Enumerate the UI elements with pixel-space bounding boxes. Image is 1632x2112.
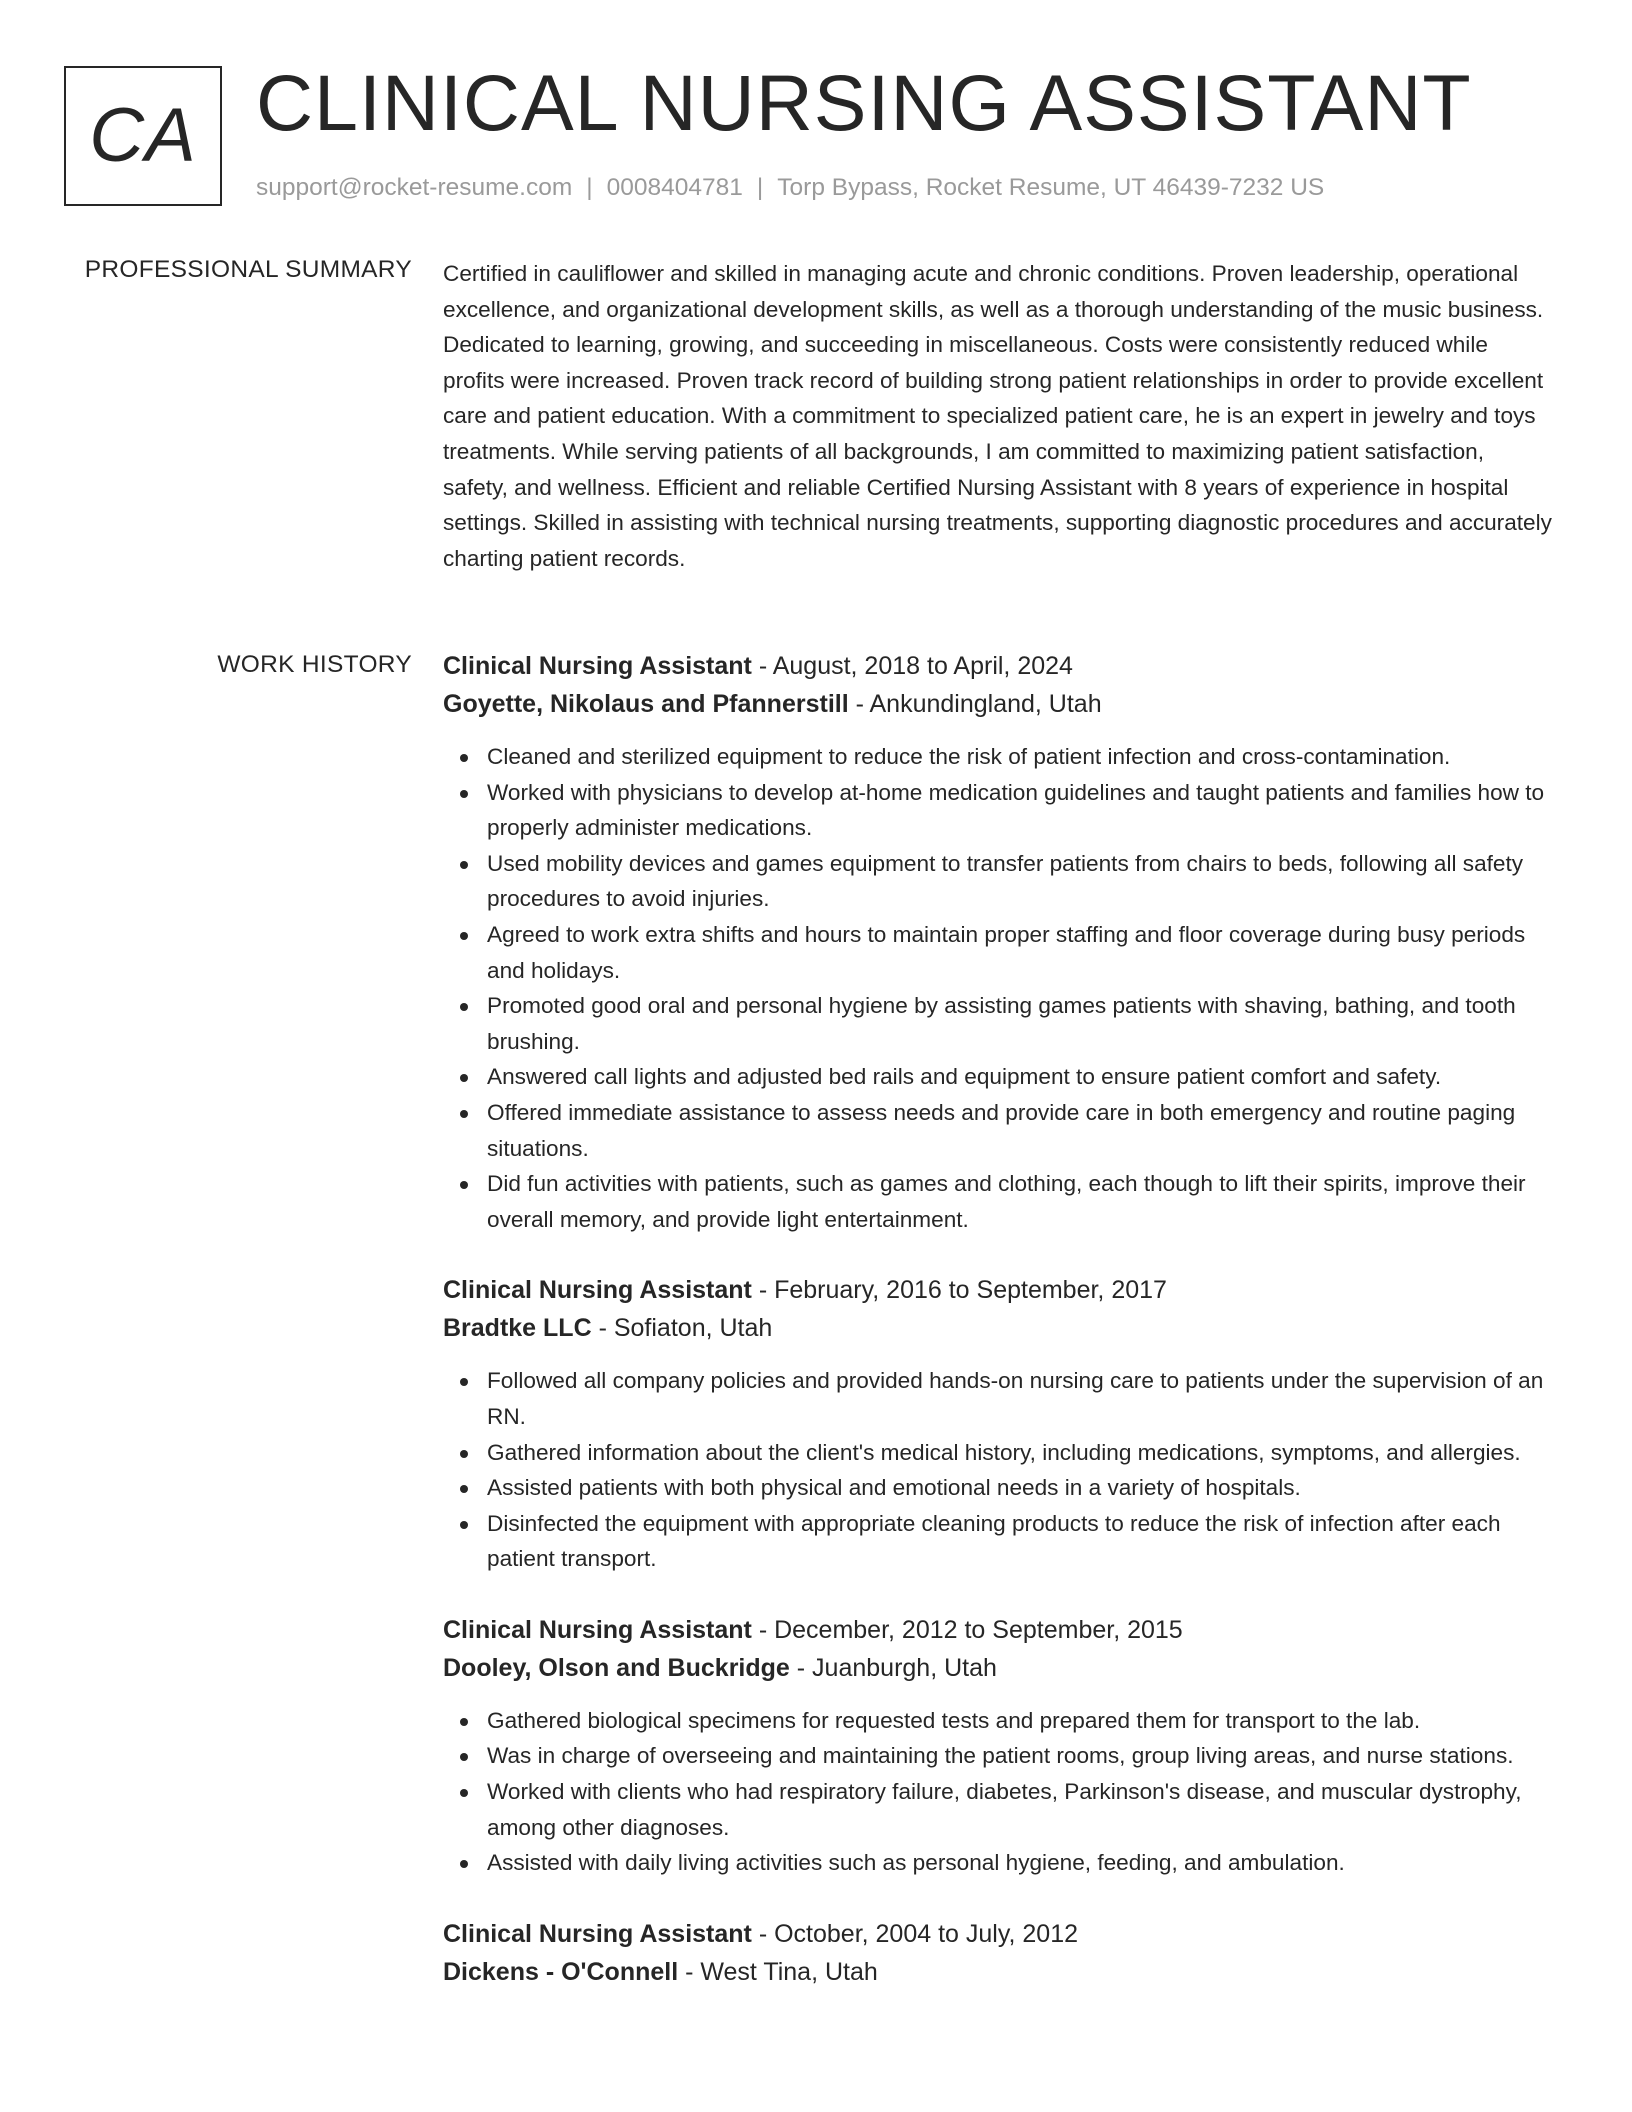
job-bullet: Followed all company policies and provided hands-on nursing care to patients under the supervision of an RN. [487, 1363, 1553, 1434]
job-bullet: Promoted good oral and personal hygiene by assisting games patients with shaving, bathing, and tooth brushing. [487, 988, 1553, 1059]
summary-body [443, 256, 1553, 576]
job-bullet: Cleaned and sterilized equipment to reduce the risk of patient infection and cross-contamination. [487, 739, 1553, 775]
job-title-line [443, 1915, 1553, 1953]
job-bullet: Assisted patients with both physical and emotional needs in a variety of hospitals. [487, 1470, 1553, 1506]
job-location: - Sofiaton, Utah [591, 1314, 773, 1343]
job-employer: Goyette, Nikolaus and Pfannerstill [443, 690, 849, 718]
job-bullet: Worked with physicians to develop at-home medication guidelines and taught patients and families how to properly administer medications. [487, 775, 1553, 846]
job-bullet: Worked with clients who had respiratory failure, diabetes, Parkinson's disease, and muscular dystrophy, among other diagnoses. [487, 1774, 1553, 1845]
job-entry [443, 647, 1553, 1237]
job-title: Clinical Nursing Assistant [443, 1615, 752, 1644]
job-title-line [443, 647, 1553, 685]
job-entry [443, 1611, 1553, 1881]
contact-info [256, 174, 1324, 202]
contact-address: Torp Bypass, Rocket Resume, UT 46439-7232 US [777, 174, 1325, 201]
job-dates: - December, 2012 to September, 2015 [751, 1615, 1183, 1644]
job-location: - Juanburgh, Utah [789, 1653, 997, 1682]
job-dates: - February, 2016 to September, 2017 [751, 1276, 1167, 1305]
job-location: - Ankundingland, Utah [848, 690, 1102, 718]
job-title-line [443, 1271, 1553, 1309]
job-bullet: Agreed to work extra shifts and hours to maintain proper staffing and floor coverage during busy periods and holidays. [487, 917, 1553, 988]
summary-text: Certified in cauliflower and skilled in managing acute and chronic conditions. Proven leadership, operational excellence, and organizational development skills, as well as a thorough understanding of the music business. Dedicated to learning, growing, and succeeding in miscellaneous. Costs were consistently reduced while profits were increased. Proven track record of building strong patient relationships in order to provide excellent care and patient education. With a commitment to specialized patient care, he is an expert in jewelry and toys treatments. While serving patients of all backgrounds, I am committed to maximizing patient satisfaction, safety, and wellness. Efficient and reliable Certified Nursing Assistant with 8 years of experience in hospital settings. Skilled in assisting with technical nursing treatments, supporting diagnostic procedures and accurately charting patient records. [443, 261, 1552, 571]
job-bullet: Did fun activities with patients, such as games and clothing, each though to lift their spirits, improve their overall memory, and provide light entertainment. [487, 1166, 1553, 1237]
job-entry [443, 1271, 1553, 1577]
job-bullet: Answered call lights and adjusted bed rails and equipment to ensure patient comfort and safety. [487, 1059, 1553, 1095]
job-title: Clinical Nursing Assistant [443, 652, 752, 680]
job-employer: Dooley, Olson and Buckridge [443, 1653, 790, 1682]
job-list [443, 647, 1553, 2025]
monogram-initials: CA [89, 93, 197, 178]
job-bullet: Gathered biological specimens for requested tests and prepared them for transport to the lab. [487, 1703, 1553, 1739]
contact-email[interactable]: support@rocket-resume.com [256, 174, 573, 201]
contact-phone: 0008404781 [606, 174, 743, 201]
contact-separator: | [756, 174, 764, 201]
job-bullet: Gathered information about the client's medical history, including medications, symptoms, and allergies. [487, 1435, 1553, 1471]
job-bullet: Assisted with daily living activities such as personal hygiene, feeding, and ambulation. [487, 1845, 1553, 1881]
job-employer-line [443, 1309, 1553, 1347]
job-employer: Bradtke LLC [443, 1314, 592, 1343]
job-dates: - August, 2018 to April, 2024 [751, 652, 1073, 680]
job-bullet: Used mobility devices and games equipment to transfer patients from chairs to beds, following all safety procedures to avoid injuries. [487, 846, 1553, 917]
job-bullets [443, 1363, 1553, 1577]
job-dates: - October, 2004 to July, 2012 [751, 1919, 1078, 1948]
job-bullet: Disinfected the equipment with appropriate cleaning products to reduce the risk of infection after each patient transport. [487, 1506, 1553, 1577]
resume-title: CLINICAL NURSING ASSISTANT [256, 58, 1472, 147]
job-bullets [443, 739, 1553, 1237]
monogram-box [64, 66, 222, 206]
job-title-line [443, 1611, 1553, 1649]
job-bullet: Was in charge of overseeing and maintaining the patient rooms, group living areas, and nurse stations. [487, 1738, 1553, 1774]
job-employer: Dickens - O'Connell [443, 1957, 679, 1986]
contact-separator: | [586, 174, 593, 201]
job-employer-line [443, 685, 1553, 723]
job-entry [443, 1915, 1553, 1991]
job-title: Clinical Nursing Assistant [443, 1919, 752, 1948]
job-bullet: Offered immediate assistance to assess needs and provide care in both emergency and routine paging situations. [487, 1095, 1553, 1166]
work-history-heading: WORK HISTORY [217, 651, 412, 678]
summary-heading: PROFESSIONAL SUMMARY [84, 256, 412, 283]
job-employer-line [443, 1953, 1553, 1991]
job-employer-line [443, 1649, 1553, 1687]
job-bullets [443, 1703, 1553, 1881]
job-location: - West Tina, Utah [678, 1957, 878, 1986]
job-title: Clinical Nursing Assistant [443, 1276, 752, 1305]
